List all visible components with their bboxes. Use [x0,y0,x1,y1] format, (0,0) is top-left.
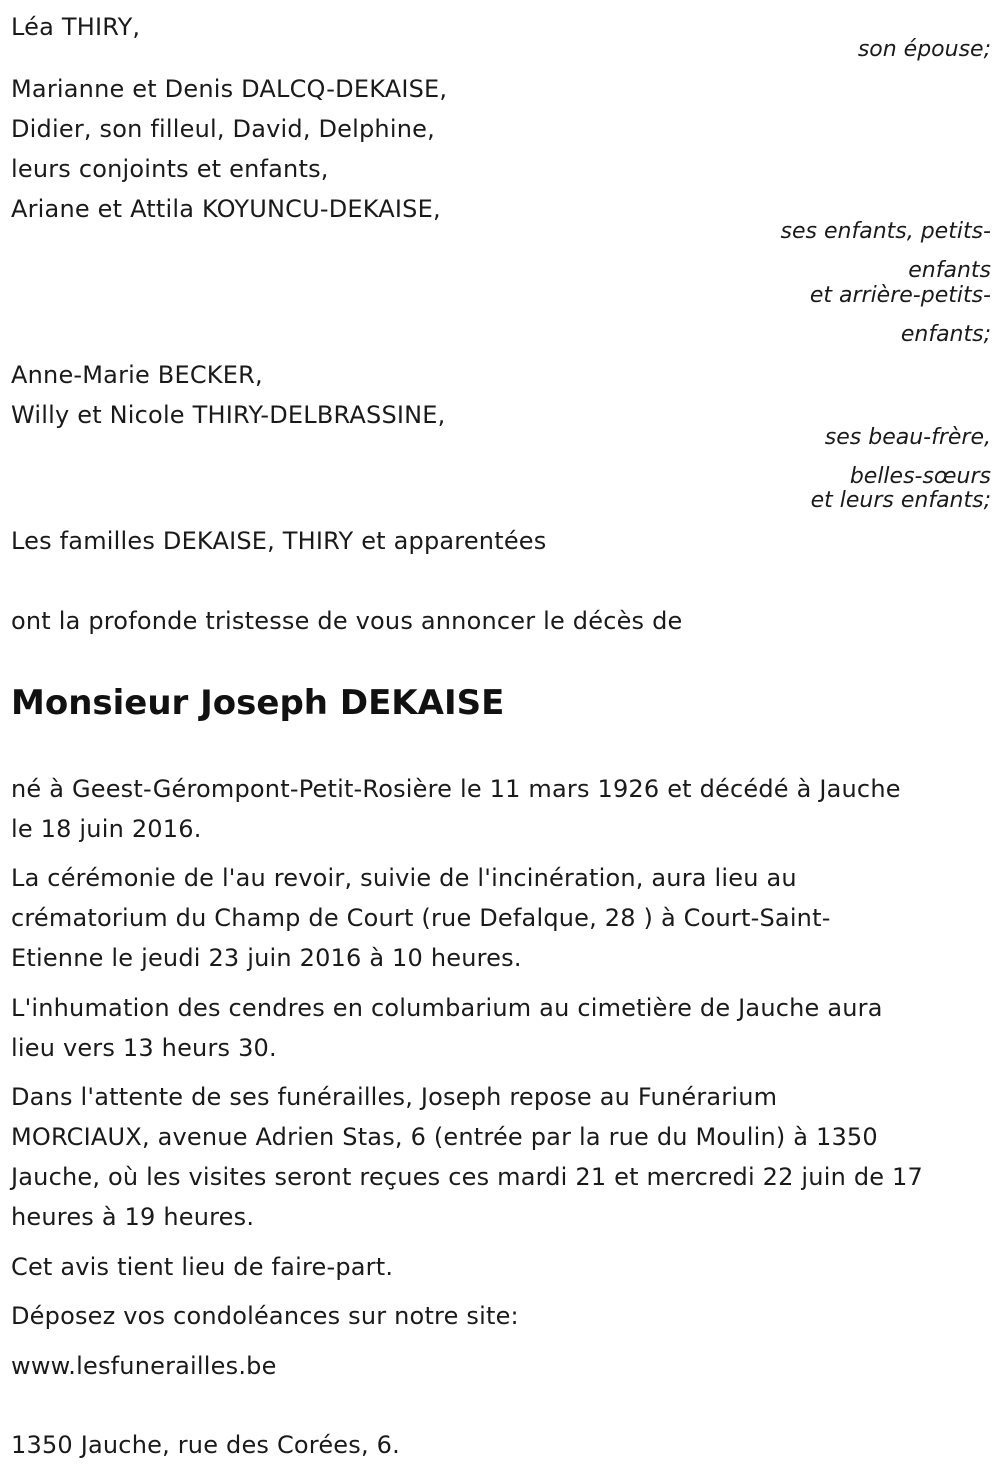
spouse-role: son épouse; [857,37,991,62]
body-line-12: Cet avis tient lieu de faire-part. [11,1253,394,1281]
children-line-3: leurs conjoints et enfants, [11,155,329,183]
children-line-2: Didier, son filleul, David, Delphine, [11,115,435,143]
inlaws-line-1: Anne-Marie BECKER, [11,361,263,389]
body-line-7: lieu vers 13 heurs 30. [11,1034,277,1062]
inlaws-role-3: et leurs enfants; [810,488,991,513]
announcement: ont la profonde tristesse de vous annoncer le décès de [11,607,683,635]
body-line-6: L'inhumation des cendres en columbarium au cimetière de Jauche aura [11,994,883,1022]
children-role-3: et arrière-petits- [809,283,991,308]
address: 1350 Jauche, rue des Corées, 6. [11,1431,400,1459]
body-line-1: né à Geest-Gérompont-Petit-Rosière le 11 mars 1926 et décédé à Jauche [11,775,901,803]
inlaws-line-2: Willy et Nicole THIRY-DELBRASSINE, [11,401,446,429]
inlaws-role-2: belles-sœurs [849,464,991,489]
children-role-1: ses enfants, petits- [780,219,991,244]
website-link[interactable]: www.lesfunerailles.be [11,1352,277,1380]
families-line: Les familles DEKAISE, THIRY et apparentées [11,527,547,555]
body-line-4: crématorium du Champ de Court (rue Defalque, 28 ) à Court-Saint- [11,904,831,932]
children-role-4: enfants; [900,322,991,347]
body-line-2: le 18 juin 2016. [11,815,202,843]
children-role-2: enfants [908,258,991,283]
children-line-1: Marianne et Denis DALCQ-DEKAISE, [11,75,448,103]
body-line-8: Dans l'attente de ses funérailles, Joseph repose au Funérarium [11,1083,778,1111]
body-line-3: La cérémonie de l'au revoir, suivie de l'incinération, aura lieu au [11,864,797,892]
spouse-name: Léa THIRY, [11,13,141,41]
children-line-4: Ariane et Attila KOYUNCU-DEKAISE, [11,195,441,223]
inlaws-role-1: ses beau-frère, [824,425,991,450]
body-line-13: Déposez vos condoléances sur notre site: [11,1302,519,1330]
deceased-name: Monsieur Joseph DEKAISE [11,683,505,723]
body-line-10: Jauche, où les visites seront reçues ces mardi 21 et mercredi 22 juin de 17 [11,1163,923,1191]
body-line-11: heures à 19 heures. [11,1203,255,1231]
body-line-5: Etienne le jeudi 23 juin 2016 à 10 heures. [11,944,522,972]
body-line-9: MORCIAUX, avenue Adrien Stas, 6 (entrée par la rue du Moulin) à 1350 [11,1123,878,1151]
